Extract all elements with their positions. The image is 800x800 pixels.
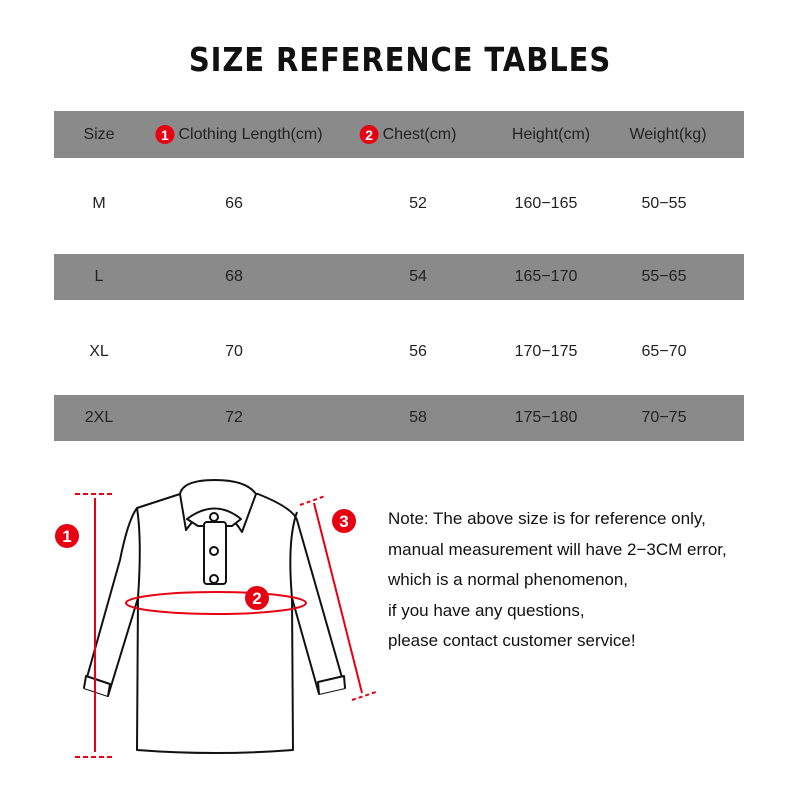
cell-weight: 50−55 — [641, 195, 687, 212]
cell-weight: 55−65 — [641, 268, 687, 285]
cell-length: 68 — [225, 268, 243, 285]
size-note — [388, 504, 727, 657]
marker-1-badge: 1 — [155, 125, 174, 144]
header-label: Clothing Length(cm) — [178, 125, 323, 143]
svg-text:3: 3 — [339, 512, 349, 531]
note-line: manual measurement will have 2−3CM error, — [388, 539, 727, 559]
cell-height: 165−170 — [514, 268, 578, 285]
note-line: which is a normal phenomenon, — [388, 570, 629, 589]
cell-chest: 56 — [409, 342, 427, 360]
cell-height: 160−165 — [514, 195, 578, 212]
cell-length: 66 — [225, 195, 243, 212]
svg-text:1: 1 — [62, 527, 72, 546]
header-label: Height(cm) — [511, 125, 591, 143]
cell-size: 2XL — [84, 409, 114, 426]
marker-2-badge: 2 — [360, 125, 379, 144]
cell-weight: 65−70 — [641, 342, 687, 360]
note-line: if you have any questions, — [388, 600, 585, 620]
header-label: Size — [83, 125, 115, 143]
note-line: Note: The above size is for reference only, — [388, 509, 706, 528]
shirt-outline-icon — [84, 480, 345, 753]
cell-height: 175−180 — [514, 409, 578, 426]
note-line: please contact customer service! — [388, 631, 636, 650]
cell-weight: 70−75 — [641, 409, 687, 426]
header-label: Weight(kg) — [629, 125, 707, 143]
cell-chest: 52 — [409, 195, 427, 212]
cell-size: XL — [89, 342, 109, 360]
cell-height: 170−175 — [514, 342, 578, 360]
cell-size: M — [92, 195, 106, 212]
marker-2-icon — [245, 586, 269, 610]
cell-size: L — [94, 268, 104, 285]
cell-chest: 54 — [409, 268, 427, 285]
svg-text:2: 2 — [252, 589, 262, 608]
cell-chest: 58 — [409, 409, 427, 426]
cell-length: 72 — [225, 409, 243, 426]
marker-3-icon — [332, 509, 356, 533]
page-title: SIZE REFERENCE TABLES — [188, 40, 612, 79]
header-label: Chest(cm) — [382, 125, 457, 143]
marker-1-icon — [55, 524, 79, 548]
cell-length: 70 — [225, 342, 243, 360]
